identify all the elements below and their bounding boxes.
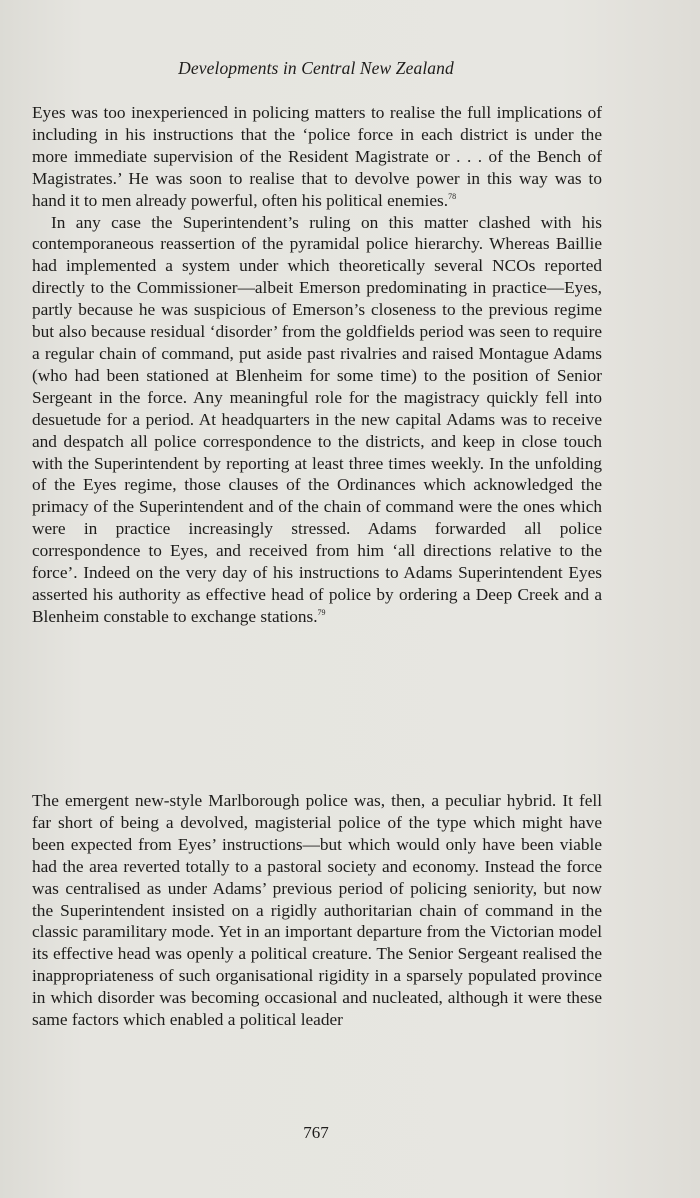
paragraph-2-text: In any case the Superintendent’s ruling on this matter clashed with his contemporaneous reassertion of the pyramidal police hierarchy. Whereas Baillie had implemented a system under which theoretically several NCOs reported directly to the Commissioner—albeit Emerson predominating in practice—Eyes, partly because he was suspicious of Emerson’s closeness to the previous regime but also because residual ‘disorder’ from the goldfields period was seen to require a regular chain of command, put aside past rivalries and raised Montague Adams (who had been stationed at Blenheim for some time) to the position of Senior Sergeant in the force. Any meaningful role for the magistracy quickly fell into desuetude for a period. At headquarters in the new capital Adams was to receive and despatch all police correspondence to the districts, and keep in close touch with the Superintendent by reporting at least three times weekly. In the unfolding of the Eyes regime, those clauses of the Ordinances which acknowledged the primacy of the Superintendent and of the chain of command were the ones which were in practice increasingly stressed. Adams forwarded all police correspondence to Eyes, and received from him ‘all directions relative to the force’. Indeed on the very day of his instructions to Adams Superintendent Eyes asserted his authority as effective head of police by ordering a Deep Creek and a Blenheim constable to exchange stations.: [32, 212, 602, 626]
footnote-ref-78: 78: [448, 191, 457, 201]
paragraph-3: [32, 790, 602, 1031]
text-block-lower: [32, 790, 602, 1031]
running-head: Developments in Central New Zealand: [178, 58, 454, 78]
paragraph-1: [32, 102, 602, 212]
page-number: 767: [303, 1123, 329, 1142]
text-block-upper: [32, 102, 602, 628]
paragraph-3-text: The emergent new-style Marlborough police was, then, a peculiar hybrid. It fell far short of being a devolved, magisterial police of the type which might have been expected from Eyes’ instructions—but which would only have been viable had the area reverted totally to a pastoral society and economy. Instead the force was centralised as under Adams’ previous period of policing seniority, but now the Superintendent insisted on a rigidly authoritarian chain of command in the classic paramilitary mode. Yet in an important departure from the Victorian model its effective head was openly a political creature. The Senior Sergeant realised the inappropriateness of such organisational rigidity in a sparsely populated province in which disorder was becoming occasional and nucleated, although it were these same factors which enabled a political leader: [32, 791, 602, 1030]
paragraph-1-text: Eyes was too inexperienced in policing matters to realise the full implications of including in his instructions that the ‘police force in each district is under the more immediate supervision of the Resident Magistrate or . . . of the Bench of Magistrates.’ He was soon to realise that to devolve power in this way was to hand it to men already powerful, often his political enemies.: [32, 103, 602, 210]
footnote-ref-79: 79: [317, 607, 326, 617]
paragraph-2: [32, 212, 602, 628]
